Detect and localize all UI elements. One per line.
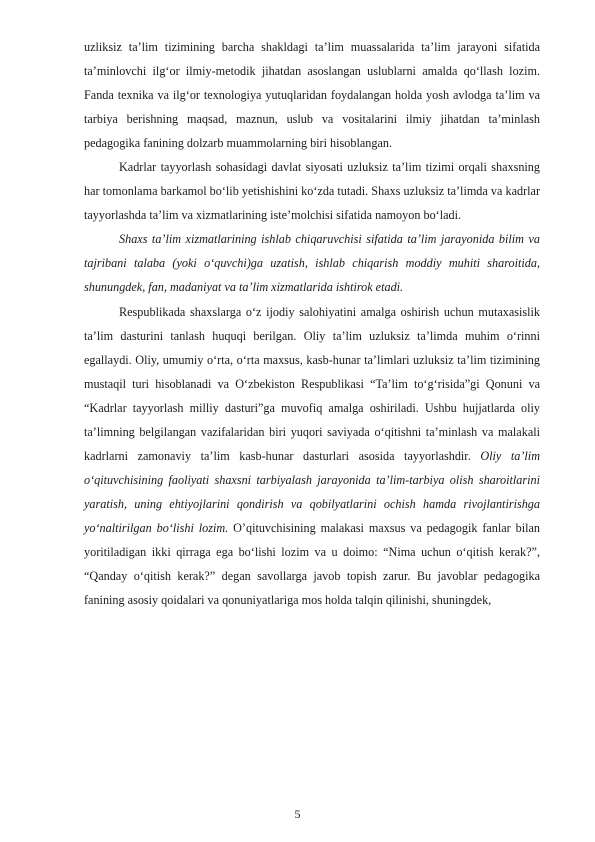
paragraph-4-text-c: O’qituvchisining malakasi maxsus va pedagogik fanlar bilan yoritiladigan ikki qirraga ega bo‘lishi lozim va u doimo: “Nima uchun o‘qitish kerak?”, “Qanday o‘qitish kerak?” degan savollarga javob topish zarur. Bu javoblar pedagogika fanining asosiy qoidalari va qonuniyatlariga mos holda talqin qilinishi, shuningdek,	[84, 520, 541, 608]
paragraph-1: uzliksiz ta’lim tizimining barcha shakldagi ta’lim muassalarida ta’lim jarayoni sifatida ta’minlovchi ilg‘or ilmiy-metodik jihatdan asoslangan uslublarni amalda qo‘llash lozim. Fanda texnika va ilg‘or texnologiya yutuqlaridan foydalangan holda yosh avlodga ta’lim va tarbiya berishning maqsad, maznun, uslub va vositalarini ilmiy jihatdan ta’minlash pedagogika fanining dolzarb muammolarning biri hisoblangan.	[84, 40, 540, 151]
paragraph-4-text-a: Respublikada shaxslarga o‘z ijodiy salohiyatini amalga oshirish uchun mutaxasislik ta’lim dasturini tanlash huquqi berilgan. Oliy ta’lim uzluksiz ta’limda muhim o‘rinni egallaydi. Oliy, umumiy o‘rta, o‘rta maxsus, kasb-hunar ta’limlari uzluksiz ta’lim tizimining mustaqil turi hisoblanadi va O‘zbekiston Respublikasi “Ta’lim to‘g‘risida”gi Qonuni va “Kadrlar tayyorlash milliy dasturi”ga muvofiq amalga oshiriladi. Ushbu hujjatlarda oliy ta’limning belgilangan vazifalaridan biri yuqori saviyada o‘qitishni ta’minlash va malakali kadrlarni zamonaviy ta’lim kasb-hunar dasturlari asosida tayyorlashdir.	[84, 304, 540, 463]
paragraph-4	[84, 300, 540, 613]
page-number: 5	[294, 807, 301, 821]
document-body	[84, 35, 540, 612]
paragraph-4-italic-text: Oliy ta’lim o‘qituvchisining faoliyati shaxsni tarbiyalash jarayonida ta’lim-tarbiya olish sharoitlarini yaratish, uning ehtiyojlarini qondirish va qobilyatlarini ochish hamda rivojlantirishga yo‘naltirilgan bo‘lishi lozim.	[84, 448, 540, 535]
paragraph-3-italic: Shaxs ta’lim xizmatlarining ishlab chiqaruvchisi sifatida ta’lim jarayonida bilim va tajribani talaba (yoki o‘quvchi)ga uzatish, ishlab chiqarish moddiy muhiti sharoitida, shunungdek, fan, madaniyat va ta’lim xizmatlarida ishtirok etadi.	[84, 232, 540, 295]
paragraph-2: Kadrlar tayyorlash sohasidagi davlat siyosati uzluksiz ta’lim tizimi orqali shaxsning har tomonlama barkamol bo‘lib yetishishini ko‘zda tutadi. Shaxs uzluksiz ta’limda va kadrlar tayyorlashda ta’lim va xizmatlarining iste’molchisi sifatida namoyon bo‘ladi.	[84, 160, 540, 223]
